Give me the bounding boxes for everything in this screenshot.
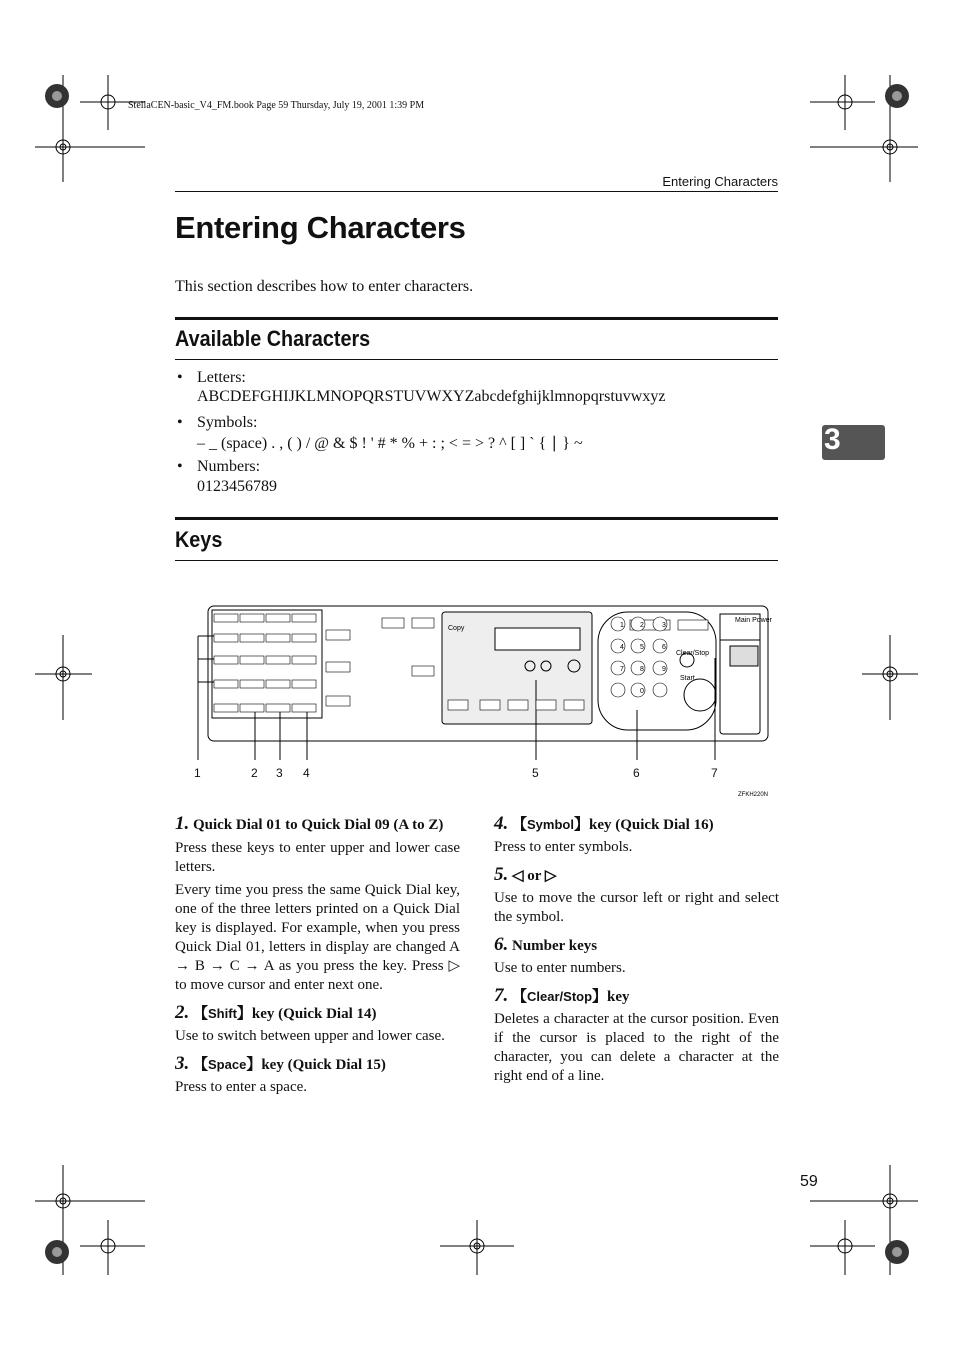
chapter-tab-number: 3 [824,423,841,456]
running-head: Entering Characters [662,174,778,189]
item-heading-3: 3. 【Space】key (Quick Dial 15) [175,1053,386,1074]
keypad-7: 7 [620,666,624,673]
keypad-9: 9 [662,666,666,673]
item-heading-6: 6. Number keys [494,934,598,955]
numbers-value: 0123456789 [197,478,277,495]
section-heading-available: Available Characters [175,326,371,351]
callout-1: 1 [194,766,201,780]
keypad-4: 4 [620,644,624,651]
item-heading-5: 5. ◁ or ▷ [494,864,557,885]
chapter-tab [822,425,885,460]
keypad-5: 5 [640,644,644,651]
item-body: Use to switch between upper and lower case. [175,1028,445,1044]
clear-stop-label: Clear/Stop [676,650,710,657]
start-label: Start [680,675,695,682]
symbols-label: Symbols: [197,414,258,431]
callout-3: 3 [276,766,283,780]
keypad-0: 0 [640,688,644,695]
callout-4: 4 [303,766,310,780]
section-heading-keys: Keys [175,527,223,552]
item-heading-1: 1. Quick Dial 01 to Quick Dial 09 (A to Z) [175,813,444,834]
item-body: Press to enter symbols. [494,839,633,855]
keypad-3: 3 [662,622,666,629]
keypad-1: 1 [620,622,624,629]
bullet: • [177,458,183,475]
header-rule [175,191,778,192]
callout-2: 2 [251,766,258,780]
section-rule-top [175,517,778,520]
keypad-6: 6 [662,644,666,651]
item-heading-2: 2. 【Shift】key (Quick Dial 14) [175,1002,377,1023]
letters-value: ABCDEFGHIJKLMNOPQRSTUVWXYZabcdefghijklmnopqrstuvwxyz [197,388,666,405]
bullet: • [177,414,183,431]
bullet: • [177,369,183,386]
item-heading-4: 4. 【Symbol】key (Quick Dial 16) [494,813,714,834]
keypad-8: 8 [640,666,644,673]
left-column [175,814,460,1097]
intro-text: This section describes how to enter characters. [175,278,474,295]
symbols-value: – _ (space) . , ( ) / @ & $ ! ' # * % + : ; < = > ? ^ [ ] ` { ∣ } ~ [197,435,583,452]
keypad-2: 2 [640,622,644,629]
main-power-label: Main Power [735,617,772,624]
item-body: Press to enter a space. [175,1079,308,1095]
figure-code: ZFKH220N [738,792,769,798]
right-column [494,814,779,1086]
item-body: Use to enter numbers. [494,960,626,976]
section-rule-bottom [175,560,778,561]
callout-6: 6 [633,766,640,780]
copy-label: Copy [448,625,465,632]
callout-7: 7 [711,766,718,780]
crop-note: StellaCEN-basic_V4_FM.book Page 59 Thursday, July 19, 2001 1:39 PM [128,100,425,111]
page-number: 59 [800,1173,818,1190]
numbers-label: Numbers: [197,458,261,475]
section-rule-bottom [175,359,778,360]
item-body: Deletes a character at the cursor position. Even if the cursor is placed to the right of the character, you can delete a character at the right end of a line. [494,1011,779,1084]
item-body: Press these keys to enter upper and lower case letters. [175,840,460,875]
item-body: Use to move the cursor left or right and select the symbol. [494,890,779,925]
section-rule-top [175,317,778,320]
item-heading-7: 7. 【Clear/Stop】key [494,985,630,1006]
item-body: Every time you press the same Quick Dial key, one of the three letters printed on a Quick Dial key is displayed. For example, when you press Quick Dial 01, letters in display are changed A → B → C → A as you press the key. Press ▷ to move cursor and enter next one. [175,882,460,993]
letters-label: Letters: [197,369,246,386]
callout-5: 5 [532,766,539,780]
page-title: Entering Characters [175,210,466,245]
